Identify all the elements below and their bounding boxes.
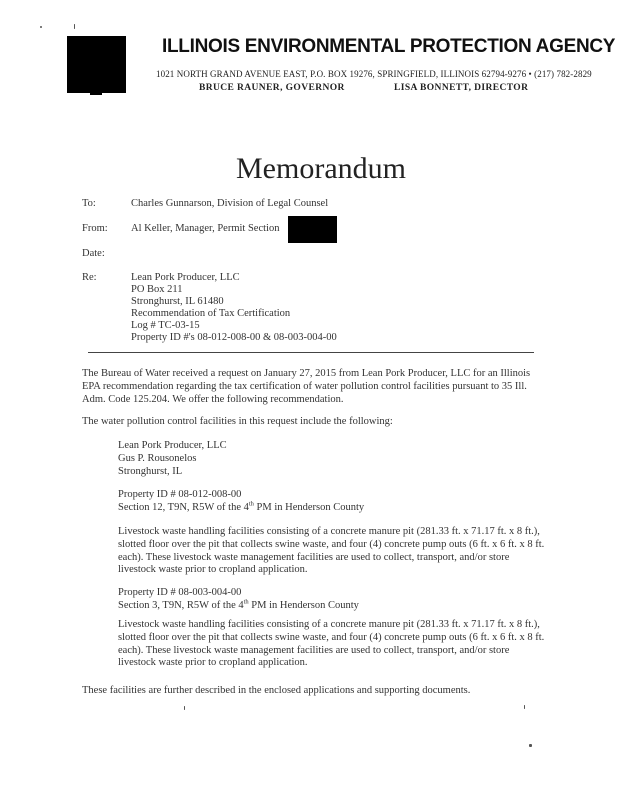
re-line: PO Box 211 [131, 284, 183, 295]
applicant-block [118, 440, 548, 478]
re-line: Log # TC-03-15 [131, 320, 200, 331]
divider-rule [88, 352, 534, 353]
closing-paragraph: These facilities are further described in the enclosed applications and supporting documents. [82, 685, 471, 696]
desc-line: each). These livestock waste management facilities are used to collect, transport, and/or store [118, 644, 510, 656]
scan-speck [184, 706, 185, 710]
redacted-logo [67, 36, 126, 93]
redacted-logo-bar [90, 92, 102, 95]
to-value: Charles Gunnarson, Division of Legal Counsel [131, 198, 329, 209]
desc-line: slotted floor over the pit that collects swine waste, and four (4) concrete pump outs (6 ft. x 6 ft. x 8 ft. [118, 631, 545, 643]
property-1-location: Section 12, T9N, R5W of the 4th PM in Henderson County [118, 500, 365, 513]
facilities-intro: The water pollution control facilities in this request include the following: [82, 416, 393, 427]
from-value: Al Keller, Manager, Permit Section [131, 223, 280, 234]
property-1-description [118, 526, 548, 577]
memo-title: Memorandum [236, 152, 406, 185]
scan-speck [524, 705, 525, 709]
re-line: Property ID #'s 08-012-008-00 & 08-003-004-00 [131, 332, 337, 343]
re-line: Recommendation of Tax Certification [131, 308, 291, 319]
scan-speck [74, 24, 75, 29]
desc-line: livestock waste prior to cropland application. [118, 657, 308, 669]
from-label: From: [82, 223, 108, 234]
desc-line: each). These livestock waste management facilities are used to collect, transport, and/or store [118, 551, 510, 563]
re-label: Re: [82, 272, 97, 283]
governor-name: BRUCE RAUNER, GOVERNOR [199, 83, 345, 93]
applicant-line: Stronghurst, IL [118, 465, 183, 477]
intro-line: Adm. Code 125.204. We offer the following recommendation. [82, 393, 344, 405]
property-2-description [118, 619, 548, 670]
desc-line: Livestock waste handling facilities consisting of a concrete manure pit (281.33 ft. x 71.17 ft. x 8 ft.), [118, 526, 540, 537]
re-line: Lean Pork Producer, LLC [131, 272, 240, 283]
to-label: To: [82, 198, 96, 209]
intro-line: The Bureau of Water received a request on January 27, 2015 from Lean Pork Producer, LLC for an Illinois [82, 368, 531, 379]
applicant-line: Gus P. Rousonelos [118, 452, 197, 464]
desc-line: slotted floor over the pit that collects swine waste, and four (4) concrete pump outs (6 ft. x 6 ft. x 8 ft. [118, 538, 545, 550]
director-name: LISA BONNETT, DIRECTOR [394, 83, 529, 93]
scan-speck [529, 744, 532, 747]
date-label: Date: [82, 248, 105, 259]
agency-name: ILLINOIS ENVIRONMENTAL PROTECTION AGENCY [162, 36, 616, 57]
property-2-location: Section 3, T9N, R5W of the 4th PM in Henderson County [118, 598, 359, 611]
redacted-signature [288, 216, 337, 243]
desc-line: Livestock waste handling facilities consisting of a concrete manure pit (281.33 ft. x 71.17 ft. x 8 ft.), [118, 619, 540, 630]
property-2-id: Property ID # 08-003-004-00 [118, 587, 242, 598]
property-2-header [118, 587, 548, 613]
intro-line: EPA recommendation regarding the tax certification of water pollution control facilities pursuant to 35 Ill. [82, 380, 527, 392]
property-1-header [118, 489, 548, 515]
desc-line: livestock waste prior to cropland application. [118, 564, 308, 576]
agency-address: 1021 NORTH GRAND AVENUE EAST, P.O. BOX 19276, SPRINGFIELD, ILLINOIS 62794-9276 • (217) 782-2829 [156, 69, 592, 79]
re-line: Stronghurst, IL 61480 [131, 296, 224, 307]
applicant-line: Lean Pork Producer, LLC [118, 440, 227, 451]
property-1-id: Property ID # 08-012-008-00 [118, 489, 242, 500]
scan-speck [40, 26, 42, 28]
intro-paragraph [82, 368, 537, 406]
